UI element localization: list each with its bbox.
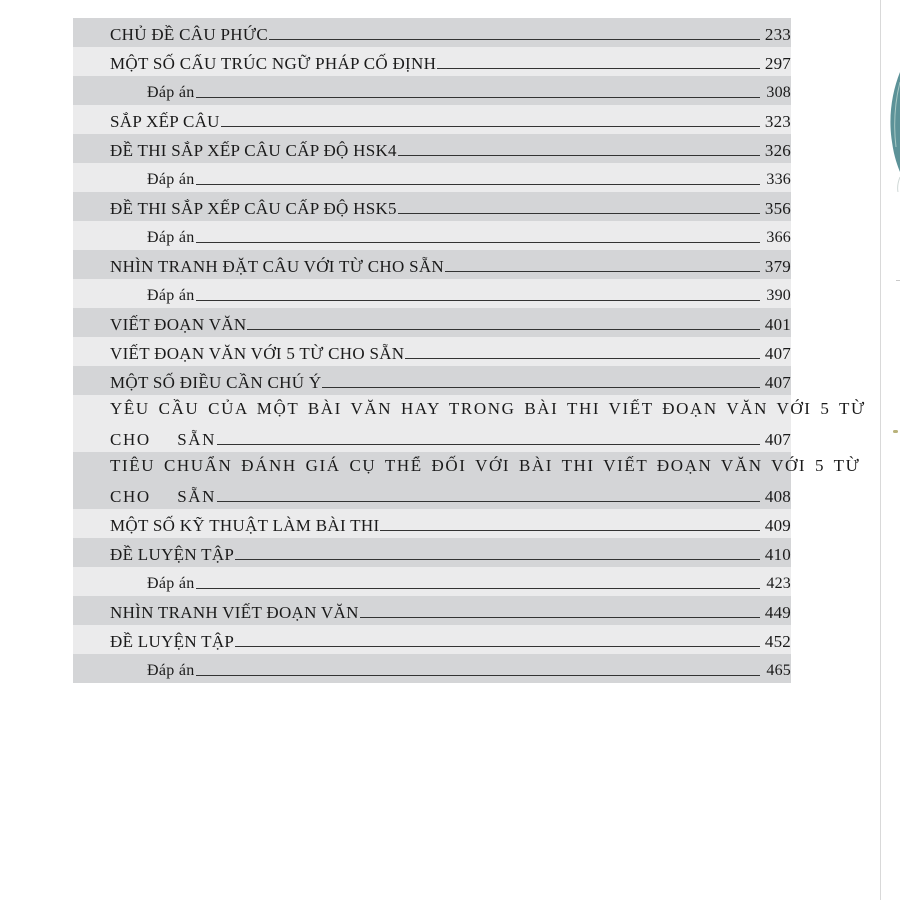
toc-entry-title: YÊU CẦU CỦA MỘT BÀI VĂN HAY TRONG BÀI THI VIẾT ĐOẠN VĂN VỚI 5 TỪ — [110, 399, 866, 418]
toc-entry-title: Đáp án — [147, 84, 195, 101]
dot-leader — [445, 271, 760, 272]
toc-entry-multiline[interactable] — [73, 452, 861, 509]
margin-dot — [893, 430, 898, 433]
toc-entry-page: 409 — [764, 516, 791, 535]
toc-entry-title: MỘT SỐ ĐIỀU CẦN CHÚ Ý — [110, 373, 322, 392]
toc-entry-page: 233 — [764, 25, 791, 44]
dot-leader — [247, 329, 760, 330]
dot-leader — [269, 39, 760, 40]
toc-entry-title: Đáp án — [147, 575, 195, 592]
leaf-decoration-icon — [888, 72, 900, 192]
toc-entry[interactable] — [73, 366, 791, 395]
toc-entry-page: 379 — [764, 257, 791, 276]
toc-entry-page: 366 — [766, 229, 791, 246]
dot-leader — [398, 213, 760, 214]
page-edge-divider — [880, 0, 881, 900]
margin-mark — [896, 280, 900, 281]
dot-leader — [360, 617, 760, 618]
dot-leader — [196, 184, 760, 185]
dot-leader — [405, 358, 760, 359]
toc-entry-title: ĐỀ THI SẮP XẾP CÂU CẤP ĐỘ HSK4 — [110, 141, 397, 160]
toc-entry-page: 449 — [764, 603, 791, 622]
toc-entry[interactable] — [73, 625, 791, 654]
toc-entry[interactable] — [73, 337, 791, 366]
toc-entry-page: 407 — [764, 430, 791, 449]
dot-leader — [322, 387, 760, 388]
toc-entry-page: 407 — [764, 344, 791, 363]
toc-entry-title: VIẾT ĐOẠN VĂN VỚI 5 TỪ CHO SẴN — [110, 344, 405, 363]
toc-subentry[interactable] — [73, 163, 791, 192]
toc-entry-page: 423 — [766, 575, 791, 592]
toc-entry[interactable] — [73, 250, 791, 279]
toc-entry[interactable] — [73, 308, 791, 337]
toc-entry-multiline[interactable] — [73, 395, 866, 452]
dot-leader — [196, 97, 760, 98]
toc-entry[interactable] — [73, 596, 791, 625]
toc-entry-page: 326 — [764, 141, 791, 160]
toc-entry-title: Đáp án — [147, 662, 195, 679]
toc-entry-page: 408 — [764, 487, 791, 506]
dot-leader — [235, 646, 760, 647]
toc-entry-title: SẮP XẾP CÂU — [110, 112, 220, 131]
toc-entry-title: Đáp án — [147, 171, 195, 188]
dot-leader — [217, 444, 760, 445]
dot-leader — [437, 68, 760, 69]
toc-subentry[interactable] — [73, 567, 791, 596]
toc-entry-page: 401 — [764, 315, 791, 334]
toc-entry-title: MỘT SỐ KỸ THUẬT LÀM BÀI THI — [110, 516, 380, 535]
toc-entry-title: ĐỀ LUYỆN TẬP — [110, 632, 235, 651]
toc-subentry[interactable] — [73, 279, 791, 308]
toc-entry[interactable] — [73, 47, 791, 76]
toc-entry-title: Đáp án — [147, 287, 195, 304]
toc-entry-page: 356 — [764, 199, 791, 218]
toc-entry-title: CHỦ ĐỀ CÂU PHỨC — [110, 25, 268, 44]
dot-leader — [380, 530, 760, 531]
dot-leader — [235, 559, 760, 560]
toc-entry-title: VIẾT ĐOẠN VĂN — [110, 315, 247, 334]
dot-leader — [196, 675, 760, 676]
toc-entry-page: 323 — [764, 112, 791, 131]
toc-entry-page: 308 — [766, 84, 791, 101]
toc-entry-title: NHÌN TRANH VIẾT ĐOẠN VĂN — [110, 603, 359, 622]
toc-entry[interactable] — [73, 538, 791, 567]
toc-entry-page: 297 — [764, 54, 791, 73]
toc-entry-page: 410 — [764, 545, 791, 564]
toc-entry[interactable] — [73, 134, 791, 163]
toc-entry-page: 465 — [766, 662, 791, 679]
dot-leader — [196, 300, 760, 301]
table-of-contents — [73, 18, 866, 683]
toc-entry[interactable] — [73, 18, 791, 47]
toc-entry-page: 390 — [766, 287, 791, 304]
toc-entry[interactable] — [73, 105, 791, 134]
toc-entry[interactable] — [73, 192, 791, 221]
toc-entry-page: 336 — [766, 171, 791, 188]
toc-entry-title: ĐỀ THI SẮP XẾP CÂU CẤP ĐỘ HSK5 — [110, 199, 397, 218]
toc-entry-title-continued: CHO SẴN — [110, 487, 217, 506]
toc-subentry[interactable] — [73, 76, 791, 105]
toc-subentry[interactable] — [73, 654, 791, 683]
dot-leader — [196, 588, 760, 589]
toc-subentry[interactable] — [73, 221, 791, 250]
toc-entry-title: TIÊU CHUẨN ĐÁNH GIÁ CỤ THỂ ĐỐI VỚI BÀI THI VIẾT ĐOẠN VĂN VỚI 5 TỪ — [110, 456, 861, 475]
toc-entry-title: NHÌN TRANH ĐẶT CÂU VỚI TỪ CHO SẴN — [110, 257, 444, 276]
toc-entry-title: Đáp án — [147, 229, 195, 246]
toc-entry-title: ĐỀ LUYỆN TẬP — [110, 545, 235, 564]
toc-entry-page: 407 — [764, 373, 791, 392]
dot-leader — [398, 155, 760, 156]
toc-entry-title: MỘT SỐ CẤU TRÚC NGỮ PHÁP CỐ ĐỊNH — [110, 54, 437, 73]
dot-leader — [217, 501, 760, 502]
toc-entry-title-continued: CHO SẴN — [110, 430, 217, 449]
toc-entry[interactable] — [73, 509, 791, 538]
dot-leader — [221, 126, 760, 127]
toc-entry-page: 452 — [764, 632, 791, 651]
dot-leader — [196, 242, 760, 243]
